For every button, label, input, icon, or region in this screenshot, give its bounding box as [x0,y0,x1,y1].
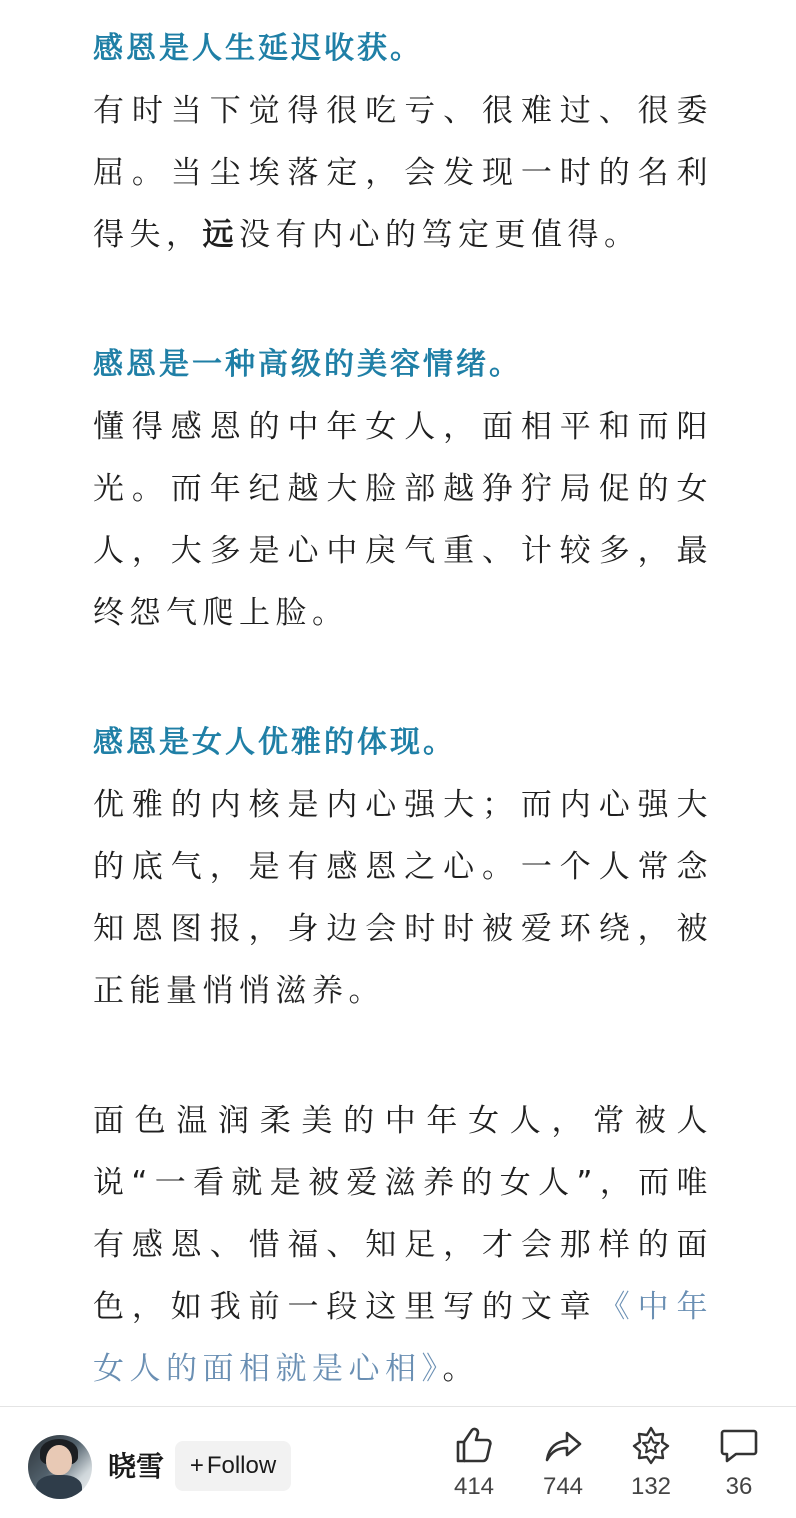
body-text: 没有内心的笃定更值得。 [239,217,641,253]
body-bold-text: 远 [202,217,239,253]
favorite-count: 132 [630,1473,672,1500]
share-button[interactable] [523,1425,603,1501]
comment-icon [719,1425,759,1465]
section-1 [93,18,713,266]
thumbs-up-icon [454,1425,494,1465]
article-link[interactable]: 《中年女人的面相就是心相》 [93,1289,714,1387]
post-footer [0,1407,796,1518]
article-content [93,18,713,1400]
section-body: 优雅的内核是内心强大；而内心强大的底气，是有感恩之心。一个人常念知恩图报，身边会时时被爱环绕，被正能量悄悄滋养。 [93,787,713,1009]
section-2 [93,334,713,644]
share-icon [543,1425,583,1465]
section-heading: 感恩是一种高级的美容情绪。 [93,347,522,382]
closing-paragraph [93,1090,713,1400]
section-3 [93,712,713,1022]
follow-label: Follow [206,1452,277,1479]
share-count: 744 [542,1473,584,1500]
star-badge-icon [631,1425,671,1465]
like-button[interactable] [434,1425,514,1501]
comment-button[interactable] [699,1425,779,1501]
comment-count: 36 [725,1473,753,1500]
section-heading: 感恩是女人优雅的体现。 [93,725,456,760]
author-name[interactable]: 晓雪 [108,1450,165,1483]
plus-icon: + [189,1452,204,1479]
follow-button[interactable] [175,1441,291,1491]
favorite-button[interactable] [611,1425,691,1501]
like-count: 414 [453,1473,495,1500]
body-text: 有时当下觉得很吃亏、很难过、很委屈。当尘埃落定，会发现一时的名利得失， [93,93,713,253]
section-heading: 感恩是人生延迟收获。 [93,31,423,66]
section-body: 懂得感恩的中年女人，面相平和而阳光。而年纪越大脸部越狰狞局促的女人，大多是心中戾气重、计较多，最终怨气爬上脸。 [93,409,713,631]
avatar[interactable] [28,1435,92,1499]
closing-text: 面色温润柔美的中年女人，常被人说“一看就是被爱滋养的女人”，而唯有感恩、惜福、知足，才会那样的面色，如我前一段这里写的文章 [93,1103,713,1325]
closing-end: 。 [442,1351,479,1387]
section-body [93,80,713,266]
